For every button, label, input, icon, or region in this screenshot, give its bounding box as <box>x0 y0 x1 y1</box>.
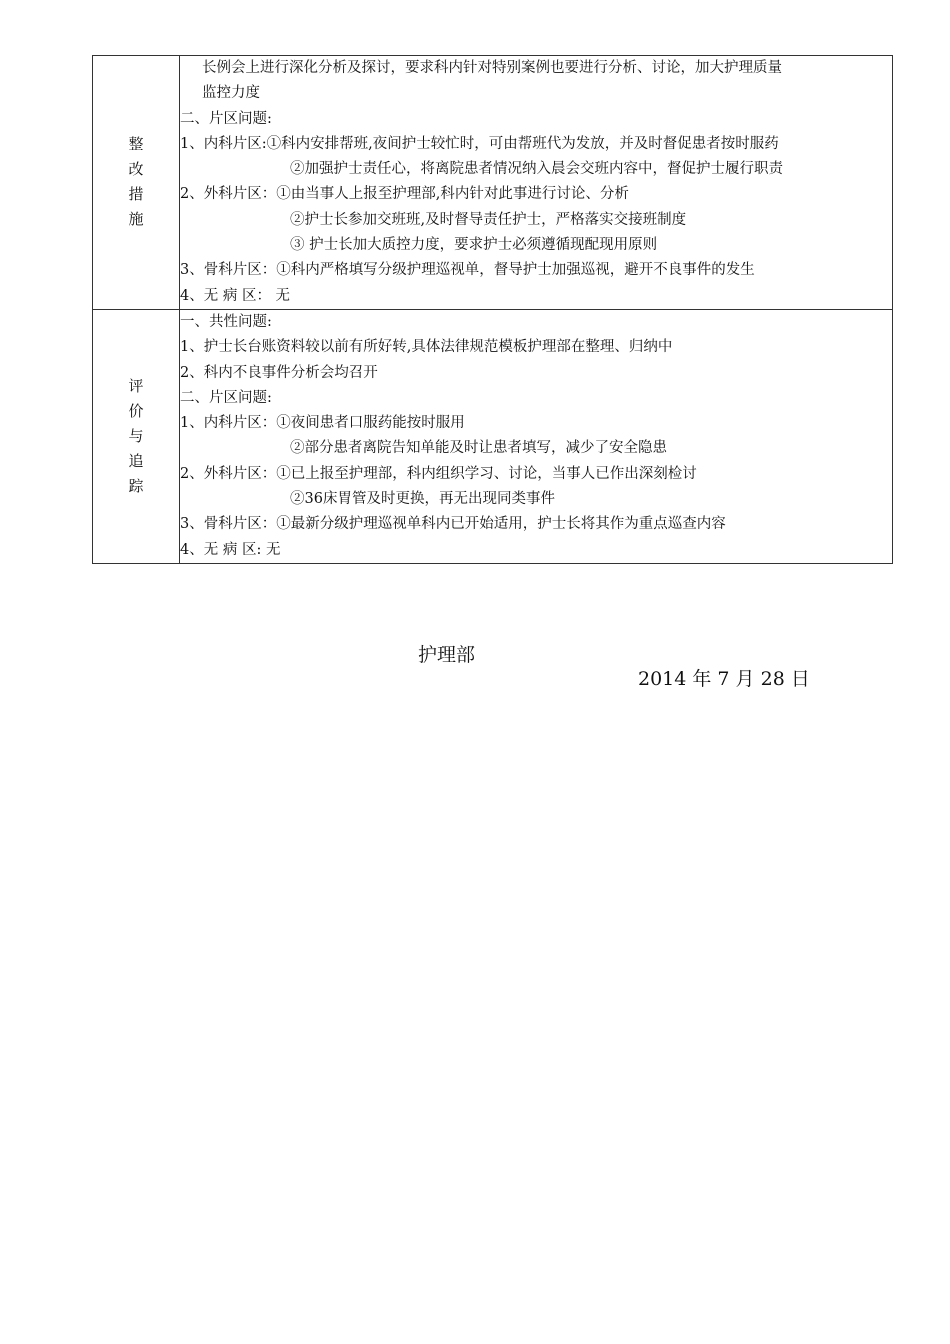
text-line: 4、无 病 区： 无 <box>180 287 291 304</box>
text-line: 2、科内不良事件分析会均召开 <box>180 364 378 381</box>
text-line: 长例会上进行深化分析及探讨，要求科内针对特别案例也要进行分析、讨论，加大护理质量 <box>202 60 782 76</box>
text-line: 1、内科片区:①科内安排帮班,夜间护士较忙时，可由帮班代为发放，并及时督促患者按时服药 <box>180 135 779 152</box>
text-line: 2、外科片区：①由当事人上报至护理部,科内针对此事进行讨论、分析 <box>180 186 629 203</box>
rectification-row <box>93 56 893 310</box>
label-char: 整 <box>128 135 144 154</box>
label-char: 改 <box>128 160 144 179</box>
text-line: 1、护士长台账资料较以前有所好转,具体法律规范模板护理部在整理、归纳中 <box>180 339 673 356</box>
evaluation-row <box>93 309 893 563</box>
text-line: ②护士长参加交班班,及时督导责任护士，严格落实交接班制度 <box>290 211 687 228</box>
text-line: 4、无 病 区: 无 <box>180 541 281 558</box>
section-heading: 二、片区问题: <box>180 389 272 406</box>
label-char: 措 <box>128 185 144 204</box>
text-line: 3、骨科片区：①最新分级护理巡视单科内已开始适用，护士长将其作为重点巡查内容 <box>180 516 726 533</box>
rectification-label-cell <box>93 56 180 310</box>
signature-department: 护理部 <box>418 644 476 666</box>
evaluation-label-cell <box>93 309 180 563</box>
evaluation-label <box>128 374 143 499</box>
text-line: 2、外科片区：①已上报至护理部，科内组织学习、讨论，当事人已作出深刻检讨 <box>180 465 697 482</box>
label-char: 踪 <box>128 476 144 495</box>
text-line: 3、骨科片区：①科内严格填写分级护理巡视单，督导护士加强巡视，避开不良事件的发生 <box>180 262 755 279</box>
label-char: 施 <box>128 210 144 229</box>
label-char: 价 <box>128 401 144 420</box>
text-line: ②部分患者离院告知单能及时让患者填写，减少了安全隐患 <box>290 440 667 457</box>
text-line: 1、内科片区：①夜间患者口服药能按时服用 <box>180 415 465 432</box>
section-heading: 二、片区问题: <box>180 110 272 127</box>
evaluation-content <box>180 309 893 563</box>
label-char: 追 <box>128 451 144 470</box>
text-line: 监控力度 <box>202 85 260 102</box>
text-line: ②36床胃管及时更换，再无出现同类事件 <box>290 491 555 508</box>
label-char: 评 <box>128 376 144 395</box>
signature-date: 2014 年 7 月 28 日 <box>638 668 810 690</box>
rectification-label <box>128 132 143 232</box>
text-line: ②加强护士责任心，将离院患者情况纳入晨会交班内容中，督促护士履行职责 <box>290 161 783 178</box>
rectification-content <box>180 56 893 310</box>
section-heading: 一、共性问题: <box>180 313 272 330</box>
label-char: 与 <box>128 426 144 445</box>
text-line: ③ 护士长加大质控力度，要求护士必须遵循现配现用原则 <box>290 237 658 254</box>
report-table <box>92 55 893 564</box>
